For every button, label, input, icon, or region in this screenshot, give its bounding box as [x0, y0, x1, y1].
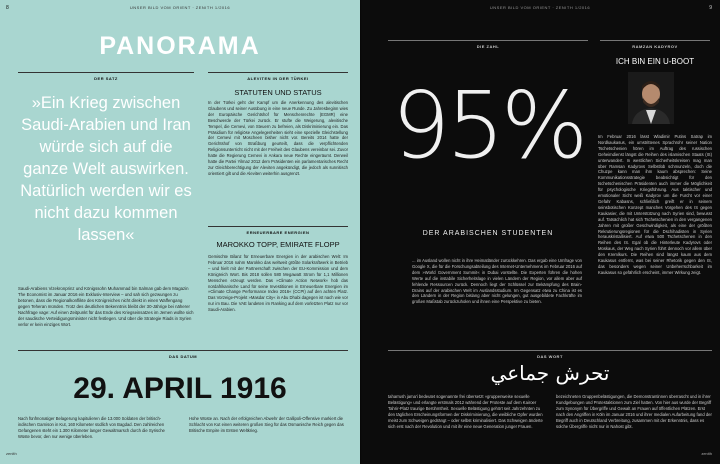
footer-brand: zenith: [701, 451, 712, 456]
divider: [388, 40, 588, 41]
date-columns: [18, 416, 348, 440]
divider: [208, 226, 348, 227]
figure-body: ... im Ausland wollen nicht in ihre Heimatländer zurückkehren. Das ergab eine Umfrage von Google X, die für die Forschungsabteilung des Internet-Unternehmens im Februar 2016 auf dem »World Government Summit« in Dubai vorstellte. Die Experten führen die hohen Werte auf die instabile Sicherheitslage in vielen Ländern der Region, vor allem aber auf fehlende Ressourcen zurück. Dennoch liegt der Schlüssel zur Bekämpfung des Brain-Drains auf der arabischen Welt im Auslandsstudium. Im Gegensatz etwa zu China ist es den Ländern in der Region bislang aber nicht gelungen, gut ausgebildete Fachkräfte im großen Maßstab zurückzuholen und ihnen eine Perspektive zu bieten.: [412, 258, 582, 305]
word-col-1: taharrush jama'i bedeutet sogenannte frei übersetzt »gruppenweise sexuelle Belästigung« und erlangte erstmals 2012 während der Proteste auf dem Kairoer Tahrir-Platz traurige Berühmtheit. Sexuelle Belästigung gehört seit Jahrzehnten zu den täglichen Erscheinungsformen der Diskriminierung, die weibliche Opfer wurden meist zum Schweigen gedrängt – oder selbst kriminalisiert. Das Schweigen änderte sich erst nach der Revolution und mit ihr eine neue Generation junger Frauen.: [388, 394, 543, 429]
page-number: 8: [6, 5, 9, 11]
turkey-label: ALEVITEN IN DER TÜRKEI: [247, 76, 309, 81]
date-col-1: Nach fünfmonatiger Belagerung kapitulieren die 13.000 Soldaten der britisch-indischen Garnison in Kut, 160 Kilometer südlich von Bagdad. Den zahlreichen Gefangenen steht ein 1.300 Kilometer langer Gewaltmarsch durch die Syrische Wüste bevor, den nur wenige überleben.: [18, 416, 165, 439]
energy-label: ERNEUERBARE ENERGIEN: [246, 230, 310, 235]
pull-quote: »Ein Krieg zwischen Saudi-Arabien und Iran würde sich auf die ganze Welt auswirken. Natürlich werden wir es nicht dazu kommen lassen«: [20, 94, 192, 244]
energy-body: Gemischte Bilanz für Erneuerbare Energien in der arabischen Welt: Im Februar 2016 nahm Marokko das weltweit größte Solarkraftwerk in Betrieb – und hielt mit der Partnerschaft zwischen der EU-Kommission und dem Königreich Wort. Bis 2018 sollen 580 Megawatt Strom für 1,1 Millionen Menschen erzeugt werden. Das »Climate Action Network« hob das nordafrikanische Land für seine Investitionen in Erneuerbare Energien im »Climate Change Performance Index 2016« (CCPI) auf den achten Platz. Das Vorzeige-Projekt »Masdar City« in Abu Dhabi dagegen ist nach wie vor nur im Bau. Die VAE landeten im Ranking auf dem vorletzten Platz nur vor Saudi-Arabien.: [208, 254, 348, 313]
energy-heading: MAROKKO TOPP, EMIRATE FLOPP: [216, 240, 340, 249]
page-gutter: [360, 0, 362, 464]
kadyrov-label: RAMZAN KADYROV: [632, 44, 678, 49]
portrait-photo: [628, 72, 674, 124]
turkey-heading: STATUTEN UND STATUS: [234, 88, 322, 97]
divider: [388, 350, 712, 351]
kadyrov-body: Im Februar 2016 lässt Wladimir Putins Satrap im Nordkaukasus, ein umstrittenes Sprachrohr seiner Nation Tschetschenien hören im Auftrag des russischen Geheimdienst längst die Reihen des islamischen Staats (IS) unterwandert. In westlichen Sicherheitskreisen mag man über Ramsan Kadyrovs Selbstlob schmunzeln, doch die Chuzpe kann man ihm kaum absprechen: Seine Kommunikationsstrategie beabsichtigt für den tschetschenischen Präsidenten auch immer die Möglichkeit für psychologische Kriegsführung. Aus taktischer und emotionaler Sicht weiß Kadyrov um die Furcht vor einer Gefahr Kabasns, schließlich greift er in seinem seinsbotischen Konzept manches Vorgehen des IS gegen Kaukasier, die mit Unterstützung nach Syrien sind, bewusst auf. Tatsächlich hat sich Tschetschenien in den vergangenen Jahren mit großer Geschwindigkeit, als eine der größten Rekrutierungsregionen für die Dschihadisten in Syrien herauskristallisiert. Auf etwa 500 Tschetschenen in den Reihen des IS. Egal ob die Hinterleute Kadyrovs oder Moskaus, der Weg nach Syrien führt dennoch vor allem über den Kremlkurs. Die Reihen sind längst kaum aus dem Kaukasus entfernt, was bei seiner Rhetorik gegen den IS, das besonders wegen seiner Unbeherrschbarkeit im Kaukasus so gefährlich erscheint, immer Wirkung zeigt.: [598, 134, 712, 275]
date-label: DAS DATUM: [168, 354, 198, 359]
word-columns: [388, 394, 712, 430]
divider: [18, 350, 348, 351]
arabic-word: تحرش جماعي: [490, 361, 610, 385]
divider: [208, 72, 348, 73]
date-col-2: Hohe Wüste an. Nach der erfolgreichen Abwehr der Gallipoli-Offensive markiert die Schlacht von Kut einen weiteren großen Sieg für das Osmanische Reich gegen das Britische Empire im Ersten Weltkrieg.: [189, 416, 344, 433]
quote-caption: Saudi-Arabiens Vizekronprinz und Königssohn Muhammad bin Salman gab dem Magazin The Economist im Januar 2016 ein Exklusiv-Interview – und sah sich gezwungen zu betonen, dass die Regionalkonflikte des Königreiches nicht direkt in einen Waffengang gegen Teheran münden. Trotz des deutlichen Bekenntnis bleibt der 30-Jährige bei näherer Nachfrage vage: Auf einen Zeitpunkt für das Ende des Kriegseinsatzes im Jemen wollte sich der saudische Verteidigungsminister nicht festlegen. Und über die Strategie Riads in Syrien verlor er kein einziges Wort.: [18, 286, 194, 327]
turkey-body: In der Türkei geht der Kampf um die Anerkennung des alevitischen Glaubens und seiner Ausübung in eine neue Runde. Zu Jahresbeginn wies der Europäische Gerichtshof für Menschenrechte (EGMR) eine Beschwerde der Türkei zurück. Er stufte die Weigerung, alevitische Tempel, die Cemevi, von Steuern zu befreien, als Diskriminierung ein. Das Präsidium für religiöse Angelegenheiten sieht eine spezielle Gleichstellung der Cemevi mit Moscheen bisher nicht vor. Bereits 2014 hatte der Gerichtshof von Straßburg geurteilt, dass die verpflichtenden Religionsunterricht nicht mit der Freiheit des Glaubens vereinbar sei. Zuvor hatte die Regierung Cemevi in Ankara neue Rechte eingeräumt. Derweil hatte die Partei Yilmaz 2012 dem Präsidenten ein parlamentarisches Recht zur Gleichberechtigung der Aleviten angekündigt, die jedoch als sunnitisch orientiert gilt und die Aleviten weiterhin ausgrenzt.: [208, 100, 348, 176]
big-percentage: 95%: [391, 72, 585, 179]
big-date: 29. APRIL 1916: [73, 372, 287, 405]
figure-label: DIE ZAHL: [476, 44, 500, 49]
word-label: DAS WORT: [537, 354, 563, 359]
divider: [18, 72, 194, 73]
footer-brand: zenith: [6, 451, 17, 456]
divider: [600, 40, 710, 41]
kadyrov-title: ICH BIN EIN U-BOOT: [615, 57, 695, 66]
quote-label: DER SATZ: [94, 76, 118, 81]
word-col-2: bezeichneten Gruppenbelästigungen, die Demonstrantinnen überrascht und in ihrer Kundgebungen und Protestaktionen zum Ziel hatten. Von hier aus wurde der Begriff zum Synonym für Übergriffe und Gewalt an Frauen auf öffentlichen Plätzen. Erst nach den Angriffen in Köln im Januar 2016 und ihrer medialen Aufarbeitung fand der Begriff auch in Deutschland Verbreitung, zusammen mit der Erkenntnis, dass es solche Übergriffe nicht nur in Nahost gibt.: [556, 394, 712, 429]
page-number: 9: [709, 5, 712, 11]
percentage-subtitle: DER ARABISCHEN STUDENTEN: [422, 230, 554, 237]
running-header: UNSER BILD VOM ORIENT · ZENITH 1/2016: [489, 5, 591, 10]
section-title: PANORAMA: [99, 32, 261, 60]
running-header: UNSER BILD VOM ORIENT · ZENITH 1/2016: [129, 5, 231, 10]
right-page: [360, 0, 720, 464]
